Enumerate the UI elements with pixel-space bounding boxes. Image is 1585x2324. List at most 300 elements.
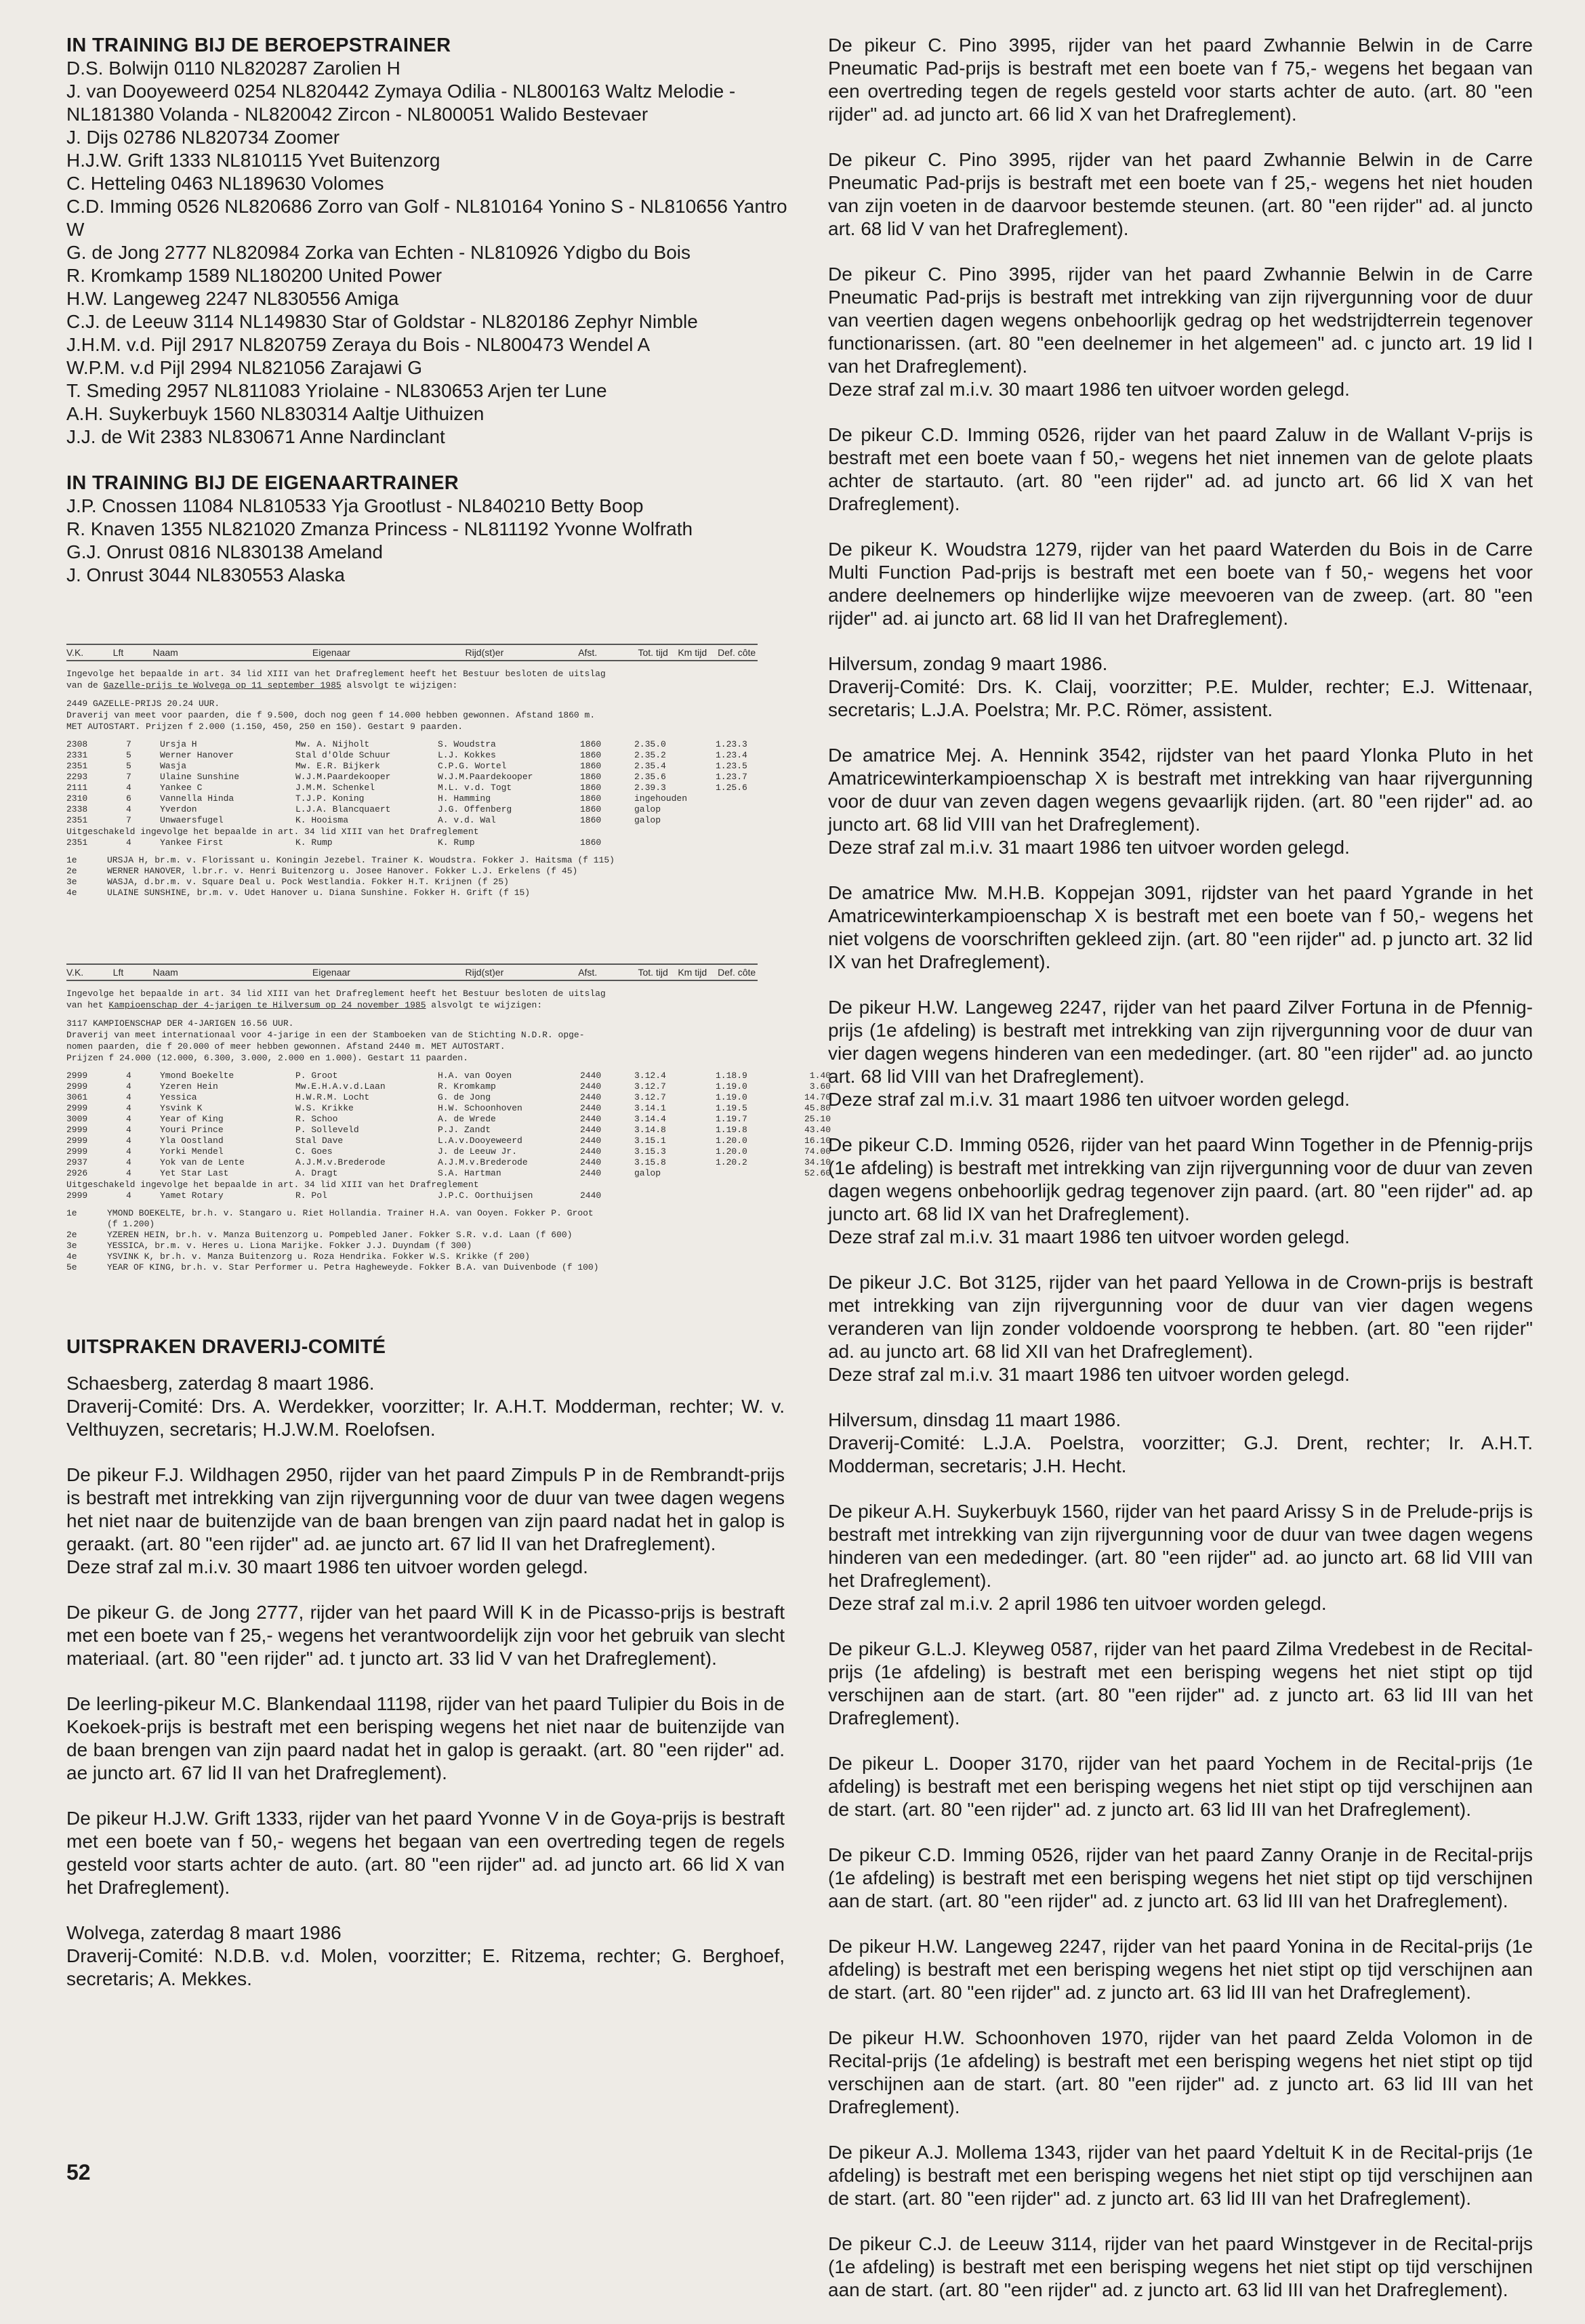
cell: 43.40 xyxy=(804,1125,831,1135)
cell: K. Rump xyxy=(438,837,475,848)
session-date: Wolvega, zaterdag 8 maart 1986 xyxy=(66,1922,342,1943)
cell: 2.35.0 xyxy=(634,739,666,749)
trainer-line: C.J. de Leeuw 3114 NL149830 Star of Goldstar - NL820186 Zephyr Nimble xyxy=(66,311,698,332)
cell: 5 xyxy=(126,761,131,771)
cell: galop xyxy=(634,1168,661,1178)
verdict-paragraph xyxy=(828,1271,1533,1386)
trainer-line: D.S. Bolwijn 0110 NL820287 Zarolien H xyxy=(66,58,400,79)
race-description: 2449 GAZELLE-PRIJS 20.24 UUR. xyxy=(66,699,220,709)
cell: Unwaersfugel xyxy=(160,815,224,825)
trainer-line: J. van Dooyeweerd 0254 NL820442 Zymaya Odilia - NL800163 Waltz Melodie - xyxy=(66,81,736,102)
column-header-eigenaar: Eigenaar xyxy=(312,967,350,978)
cell: 2440 xyxy=(580,1103,602,1113)
result-row xyxy=(66,1081,831,1092)
placing-rank: 4e xyxy=(66,888,77,898)
cell: Wasja xyxy=(160,761,187,771)
placing-rank: 5e xyxy=(66,1262,77,1272)
cell: H.W.R.M. Locht xyxy=(295,1092,370,1102)
trainer-line: C.D. Imming 0526 NL820686 Zorro van Golf - NL810164 Yonino S - NL810656 Yantro xyxy=(66,196,787,217)
cell: H. Hamming xyxy=(438,793,491,804)
cell: Yverdon xyxy=(160,804,197,814)
cell: Werner Hanover xyxy=(160,750,234,760)
cell: S. Woudstra xyxy=(438,739,496,749)
trainer-line: C. Hetteling 0463 NL189630 Volomes xyxy=(66,173,384,194)
placing-row xyxy=(66,877,785,888)
cell: 2926 xyxy=(66,1168,88,1178)
verdict-text: De pikeur C.D. Imming 0526, rijder van het paard Zaluw in de Wallant V-prijs is bestraft met een boete vaan f 50,- wegens het niet innemen van de gelote plaats achter de startauto. (art. 80 "een rijder" ad. ad juncto art. 66 lid X van het Drafreglement). xyxy=(828,424,1533,514)
placing-description: WERNER HANOVER, l.br.r. v. Henri Buitenzorg u. Josee Hanover. Fokker L.J. Erkelens (f 45) xyxy=(107,866,578,876)
verdict-paragraph xyxy=(828,881,1533,974)
cell: 1.19.7 xyxy=(716,1114,747,1124)
verdict-paragraph xyxy=(828,148,1533,241)
race-description: 3117 KAMPIOENSCHAP DER 4-JARIGEN 16.56 UUR. xyxy=(66,1018,294,1029)
verdict-text: De pikeur L. Dooper 3170, rijder van het paard Yochem in de Recital-prijs (1e afdeling) is bestraft met een berisping wegens het niet stipt op tijd verschijnen aan de start. (art. 80 "een rijder" ad. z juncto art. 63 lid III van het Drafreglement). xyxy=(828,1753,1533,1820)
placing-rank: 2e xyxy=(66,866,77,876)
cell: Stal Dave xyxy=(295,1136,344,1146)
cell: Year of King xyxy=(160,1114,224,1124)
verdicts-group-b xyxy=(828,744,1533,1386)
cell: S.A. Hartman xyxy=(438,1168,501,1178)
cell: 1.20.0 xyxy=(716,1136,747,1146)
cell: J.M.M. Schenkel xyxy=(295,783,375,793)
cell: Mw. E.R. Bijkerk xyxy=(295,761,380,771)
cell: 4 xyxy=(126,1092,131,1102)
placing-rank: 4e xyxy=(66,1251,77,1262)
cell: 5 xyxy=(126,750,131,760)
cell: 2293 xyxy=(66,772,88,782)
eigenaartrainer-heading: IN TRAINING BIJ DE EIGENAARTRAINER xyxy=(66,472,459,494)
verdict-paragraph xyxy=(66,1601,785,1670)
cell: 25.10 xyxy=(804,1114,831,1124)
excluded-row xyxy=(66,837,785,848)
verdict-text: De amatrice Mej. A. Hennink 3542, rijdster van het paard Ylonka Pluto in het Amatricewinterkampioenschap X is bestraft met intrekking van haar rijvergunning voor de duur van zeven dagen wegens gevaarlijk rijden. (art. 80 "een rijder" ad. ao juncto art. 68 lid VIII van het Drafreglement). xyxy=(828,745,1533,835)
column-header-km: Km tijd xyxy=(678,647,707,658)
cell: 1.40 xyxy=(809,1071,831,1081)
result-row xyxy=(66,1157,831,1168)
result-intro: Ingevolge het bepaalde in art. 34 lid XIII van het Drafreglement heeft het Bestuur besloten de uitslag xyxy=(66,669,606,679)
cell: 2440 xyxy=(580,1190,602,1201)
cell: 2310 xyxy=(66,793,88,804)
cell: M.L. v.d. Togt xyxy=(438,783,512,793)
verdict-execution: Deze straf zal m.i.v. 31 maart 1986 ten uitvoer worden gelegd. xyxy=(828,1226,1350,1247)
cell: 4 xyxy=(126,1071,131,1081)
cell: 1.25.6 xyxy=(716,783,747,793)
spacer xyxy=(66,1201,785,1208)
cell: 1.23.5 xyxy=(716,761,747,771)
cell: C. Goes xyxy=(295,1146,333,1157)
cell: 4 xyxy=(126,1157,131,1167)
cell: P.J. Zandt xyxy=(438,1125,491,1135)
cell: Vannella Hinda xyxy=(160,793,234,804)
verdict-paragraph xyxy=(828,1134,1533,1249)
placing-description: YSVINK K, br.h. v. Manza Buitenzorg u. Roza Hendrika. Fokker W.S. Krikke (f 200) xyxy=(107,1251,531,1262)
cell: K. Hooisma xyxy=(295,815,349,825)
cell: Yla Oostland xyxy=(160,1136,224,1146)
cell: W.S. Krikke xyxy=(295,1103,354,1113)
cell: 2.39.3 xyxy=(634,783,666,793)
trainer-line: J. Dijs 02786 NL820734 Zoomer xyxy=(66,127,340,148)
verdict-paragraph xyxy=(66,1464,785,1579)
result-row xyxy=(66,772,785,783)
cell: 2440 xyxy=(580,1125,602,1135)
trainer-line: G.J. Onrust 0816 NL830138 Ameland xyxy=(66,541,383,562)
verdict-paragraph xyxy=(66,1693,785,1785)
cell: 4 xyxy=(126,1081,131,1092)
result-row xyxy=(66,1114,831,1125)
cell: T.J.P. Koning xyxy=(295,793,365,804)
verdict-text: De pikeur C.D. Imming 0526, rijder van het paard Zanny Oranje in de Recital-prijs (1e afdeling) is bestraft met een berisping wegens het niet stipt op tijd verschijnen aan de start. (art. 80 "een rijder" ad. z juncto art. 63 lid III van het Drafreglement). xyxy=(828,1844,1533,1911)
result-row xyxy=(66,1125,831,1136)
column-header-naam: Naam xyxy=(152,967,178,978)
cell: Yamet Rotary xyxy=(160,1190,224,1201)
verdict-text: De amatrice Mw. M.H.B. Koppejan 3091, rijdster van het paard Ygrande in het Amatricewinterkampioenschap X is bestraft met een boete van f 50,- wegens het niet volgens de voorschriften gekleed zijn. (art. 80 "een rijder" ad. p juncto art. 32 lid IX van het Drafreglement). xyxy=(828,882,1533,972)
cell: 1860 xyxy=(580,750,602,760)
race-description: Draverij van meet voor paarden, die f 9.500, doch nog geen f 14.000 hebben gewonnen. Afstand 1860 m. xyxy=(66,710,596,720)
result-correction-gazelle xyxy=(66,644,785,898)
cell: 2999 xyxy=(66,1146,88,1157)
spacer xyxy=(66,691,785,698)
column-header-vk: V.K. xyxy=(66,647,84,658)
trainer-line: J.P. Cnossen 11084 NL810533 Yja Grootlust - NL840210 Betty Boop xyxy=(66,495,644,516)
cell: 2999 xyxy=(66,1136,88,1146)
cell: 3009 xyxy=(66,1114,88,1124)
result-row xyxy=(66,815,785,826)
cell: 2440 xyxy=(580,1114,602,1124)
result-row xyxy=(66,750,785,761)
session-comite: Draverij-Comité: Drs. K. Claij, voorzitter; P.E. Mulder, rechter; E.J. Wittenaar, secretaris; L.J.A. Poelstra; Mr. P.C. Römer, assistent. xyxy=(828,676,1533,720)
spacer xyxy=(66,848,785,855)
placing-row xyxy=(66,1241,785,1251)
cell: 3.14.8 xyxy=(634,1125,666,1135)
cell: 4 xyxy=(126,804,131,814)
cell: 7 xyxy=(126,739,131,749)
cell: 2111 xyxy=(66,783,88,793)
verdict-paragraph xyxy=(828,2027,1533,2119)
cell: J.P.C. Oorthuijsen xyxy=(438,1190,533,1201)
placing-rank: 2e xyxy=(66,1230,77,1240)
trainer-line: NL181380 Volanda - NL820042 Zircon - NL800051 Walido Bestevaer xyxy=(66,104,649,125)
verdict-paragraph xyxy=(828,2233,1533,2302)
cell: 2351 xyxy=(66,815,88,825)
intro-prefix: van de xyxy=(66,680,104,690)
verdict-text: De pikeur H.W. Schoonhoven 1970, rijder van het paard Zelda Volomon in de Recital-prijs (1e afdeling) is bestraft met een berisping wegens het niet stipt op tijd verschijnen aan de start. (art. 80 "een rijder" ad. z juncto art. 63 lid III van het Drafreglement). xyxy=(828,2027,1533,2117)
verdict-paragraph xyxy=(828,996,1533,1111)
beroepstrainer-list xyxy=(66,57,785,449)
cell: 2351 xyxy=(66,761,88,771)
verdict-text: De pikeur H.J.W. Grift 1333, rijder van het paard Yvonne V in de Goya-prijs is bestraft met een boete van f 50,- wegens het begaan van een overtreding tegen de regels gesteld voor starts achter de auto. (art. 80 "een rijder" ad. ad juncto art. 66 lid X van het Drafreglement). xyxy=(66,1808,785,1898)
excluded-label: Uitgeschakeld ingevolge het bepaalde in art. 34 lid XIII van het Drafreglement xyxy=(66,827,479,837)
cell: A. v.d. Wal xyxy=(438,815,496,825)
cell: 2937 xyxy=(66,1157,88,1167)
result-table-header xyxy=(66,963,758,981)
cell: 2999 xyxy=(66,1103,88,1113)
placing-row xyxy=(66,1251,785,1262)
result-row xyxy=(66,804,785,815)
verdict-text: De pikeur C.D. Imming 0526, rijder van het paard Winn Together in de Pfennig-prijs (1e afdeling) is bestraft met intrekking van zijn rijvergunning voor de duur van zeven dagen wegens onbehoorlijk gedrag tegenover zijn paard. (art. 80 "een rijder" ad. ap juncto art. 68 lid IX van het Drafreglement). xyxy=(828,1134,1533,1224)
placing-row xyxy=(66,1262,785,1273)
excluded-label: Uitgeschakeld ingevolge het bepaalde in art. 34 lid XIII van het Drafreglement xyxy=(66,1180,479,1190)
column-header-rijdstjer: Rijd(st)er xyxy=(465,967,504,978)
cell: 2440 xyxy=(580,1146,602,1157)
cell: Yet Star Last xyxy=(160,1168,229,1178)
verdict-paragraph xyxy=(828,1844,1533,1913)
cell: 3.14.1 xyxy=(634,1103,666,1113)
intro-prefix: van het xyxy=(66,1000,109,1010)
column-header-def: Def. côte xyxy=(718,647,756,658)
trainer-line: W xyxy=(66,219,85,240)
cell: W.J.M.Paardekooper xyxy=(295,772,391,782)
cell: 1860 xyxy=(580,783,602,793)
verdict-paragraph xyxy=(828,1638,1533,1730)
verdict-paragraph xyxy=(828,34,1533,126)
column-header-def: Def. côte xyxy=(718,967,756,978)
verdict-paragraph xyxy=(828,1500,1533,1615)
result-row xyxy=(66,1136,831,1146)
result-correction-kampioenschap xyxy=(66,963,831,1273)
cell: Mw. A. Nijholt xyxy=(295,739,370,749)
cell: 1860 xyxy=(580,837,602,848)
result-row xyxy=(66,783,785,793)
cell: A. de Wrede xyxy=(438,1114,496,1124)
race-reference: Gazelle-prijs te Wolvega op 11 september 1985 xyxy=(103,680,342,690)
result-intro: Ingevolge het bepaalde in art. 34 lid XIII van het Drafreglement heeft het Bestuur besloten de uitslag xyxy=(66,989,606,999)
placing-description: ULAINE SUNSHINE, br.m. v. Udet Hanover u. Diana Sunshine. Fokker H. Grift (f 15) xyxy=(107,888,531,898)
column-header-eigenaar: Eigenaar xyxy=(312,647,350,658)
cell: 3.12.7 xyxy=(634,1081,666,1092)
result-intro xyxy=(66,999,785,1011)
placing-row xyxy=(66,1219,785,1230)
cell: 1860 xyxy=(580,804,602,814)
beroepstrainer-heading: IN TRAINING BIJ DE BEROEPSTRAINER xyxy=(66,35,451,56)
cell: Ursja H xyxy=(160,739,197,749)
session-date: Schaesberg, zaterdag 8 maart 1986. xyxy=(66,1373,375,1394)
cell: Mw.E.H.A.v.d.Laan xyxy=(295,1081,386,1092)
placing-row xyxy=(66,888,785,898)
trainer-line: R. Knaven 1355 NL821020 Zmanza Princess - NL811192 Yvonne Wolfrath xyxy=(66,518,693,539)
result-row xyxy=(66,1168,831,1179)
cell: R. Schoo xyxy=(295,1114,338,1124)
verdict-text: De pikeur H.W. Langeweg 2247, rijder van het paard Yonina in de Recital-prijs (1e afdeling) is bestraft met een berisping wegens het niet stipt op tijd verschijnen aan de start. (art. 80 "een rijder" ad. z juncto art. 63 lid III van het Drafreglement). xyxy=(828,1936,1533,2003)
cell: Yzeren Hein xyxy=(160,1081,218,1092)
result-table-header xyxy=(66,644,758,661)
verdict-execution: Deze straf zal m.i.v. 31 maart 1986 ten uitvoer worden gelegd. xyxy=(828,1364,1350,1385)
verdict-text: De leerling-pikeur M.C. Blankendaal 11198, rijder van het paard Tulipier du Bois in de Koekoek-prijs is bestraft met een berisping wegens het niet naar de buitenzijde van de baan brengen van zijn paard nadat het in galop is geraakt. (art. 80 "een rijder" ad. ae juncto art. 67 lid II van het Drafreglement). xyxy=(66,1693,785,1783)
cell: 2351 xyxy=(66,837,88,848)
cell: Ulaine Sunshine xyxy=(160,772,240,782)
trainer-line: W.P.M. v.d Pijl 2994 NL821056 Zarajawi G xyxy=(66,357,422,378)
placing-row xyxy=(66,866,785,877)
cell: 14.70 xyxy=(804,1092,831,1102)
result-row xyxy=(66,1092,831,1103)
verdict-text: De pikeur K. Woudstra 1279, rijder van het paard Waterden du Bois in de Carre Multi Function Pad-prijs is bestraft met een boete van f 50,- wegens het voor andere deelnemers op hinderlijke wijze meevoeren van de zweep. (art. 80 "een rijder" ad. ai juncto art. 68 lid II van het Drafreglement). xyxy=(828,539,1533,629)
intro-suffix: alsvolgt te wijzigen: xyxy=(426,1000,543,1010)
cell: 4 xyxy=(126,1146,131,1157)
trainer-line: H.W. Langeweg 2247 NL830556 Amiga xyxy=(66,288,399,309)
cell: 4 xyxy=(126,783,131,793)
cell: 16.10 xyxy=(804,1136,831,1146)
verdict-paragraph xyxy=(828,538,1533,630)
cell: A. Dragt xyxy=(295,1168,338,1178)
session-comite: Draverij-Comité: N.D.B. v.d. Molen, voorzitter; E. Ritzema, rechter; G. Berghoef, secretaris; A. Mekkes. xyxy=(66,1945,785,1989)
cell: L.J.A. Blancquaert xyxy=(295,804,391,814)
verdict-paragraph xyxy=(66,1807,785,1899)
cell: 7 xyxy=(126,772,131,782)
cell: 4 xyxy=(126,1125,131,1135)
placing-description: YEAR OF KING, br.h. v. Star Performer u. Petra Hagheweyde. Fokker B.A. van Duivenbode (f 100) xyxy=(107,1262,599,1272)
verdict-text: De pikeur G. de Jong 2777, rijder van het paard Will K in de Picasso-prijs is bestraft met een boete van f 25,- wegens het verantwoordelijk zijn voor het gebruik van slecht materiaal. (art. 80 "een rijder" ad. t juncto art. 33 lid V van het Drafreglement). xyxy=(66,1602,785,1669)
cell: 74.00 xyxy=(804,1146,831,1157)
cell: galop xyxy=(634,804,661,814)
verdict-text: De pikeur H.W. Langeweg 2247, rijder van het paard Zilver Fortuna in de Pfennig-prijs (1e afdeling) is bestraft met intrekking van zijn rijvergunning voor de duur van vier dagen wegens hinderen van een mededinger. (art. 80 "een rijder" ad. ao juncto art. 68 lid VIII van het Drafreglement). xyxy=(828,997,1533,1087)
excluded-row xyxy=(66,1190,785,1201)
cell: R. Pol xyxy=(295,1190,327,1201)
cell: 52.60 xyxy=(804,1168,831,1178)
verdict-text: De pikeur F.J. Wildhagen 2950, rijder van het paard Zimpuls P in de Rembrandt-prijs is bestraft met intrekking van zijn rijvergunning voor de duur van twee dagen wegens het niet naar de buitenzijde van de baan brengen van zijn paard nadat het in galop is geraakt. (art. 80 "een rijder" ad. ae juncto art. 67 lid II van het Drafreglement). xyxy=(66,1464,785,1554)
session-comite: Draverij-Comité: L.J.A. Poelstra, voorzitter; G.J. Drent, rechter; Ir. A.H.T. Modderman, secretaris; J.H. Hecht. xyxy=(828,1432,1533,1476)
verdicts-group-a xyxy=(828,34,1533,630)
verdict-paragraph xyxy=(828,263,1533,401)
trainer-line: A.H. Suykerbuyk 1560 NL830314 Aaltje Uithuizen xyxy=(66,403,485,424)
placing-row xyxy=(66,1208,785,1219)
placing-rank: 1e xyxy=(66,855,77,865)
uitspraken-section xyxy=(66,1335,785,1991)
cell: 2331 xyxy=(66,750,88,760)
cell: 2440 xyxy=(580,1081,602,1092)
spacer xyxy=(66,661,785,668)
cell: H.W. Schoonhoven xyxy=(438,1103,522,1113)
uitspraken-heading: UITSPRAKEN DRAVERIJ-COMITÉ xyxy=(66,1336,386,1358)
left-column xyxy=(66,34,831,2013)
placing-description: WASJA, d.br.m. v. Square Deal u. Pock Westlandia. Fokker H.T. Krijnen (f 25) xyxy=(107,877,509,887)
verdicts-group-c xyxy=(828,1500,1533,2302)
verdict-text: De pikeur A.H. Suykerbuyk 1560, rijder van het paard Arissy S in de Prelude-prijs is bestraft met intrekking van zijn rijvergunning voor de duur van twee dagen wegens hinderen van een mededinger. (art. 80 "een rijder" ad. ao juncto art. 68 lid VIII van het Drafreglement). xyxy=(828,1501,1533,1591)
verdict-paragraph xyxy=(828,744,1533,859)
cell: C.P.G. Wortel xyxy=(438,761,507,771)
verdict-text: De pikeur C. Pino 3995, rijder van het paard Zwhannie Belwin in de Carre Pneumatic Pad-prijs is bestraft met intrekking van zijn rijvergunning voor de duur van veertien dagen wegens onbehoorlijk gedrag op het wedstrijdterrein tegenover functionarissen. (art. 80 "een deelnemer in het algemeen" ad. c juncto art. 19 lid I van het Drafreglement). xyxy=(828,264,1533,377)
cell: 1.19.8 xyxy=(716,1125,747,1135)
cell: Youri Prince xyxy=(160,1125,224,1135)
cell: 3.14.4 xyxy=(634,1114,666,1124)
verdict-paragraph xyxy=(828,2141,1533,2210)
cell: 2338 xyxy=(66,804,88,814)
spacer xyxy=(66,981,785,988)
column-header-afst: Afst. xyxy=(578,647,598,658)
result-row xyxy=(66,761,785,772)
cell: W.J.M.Paardekooper xyxy=(438,772,533,782)
trainer-line: T. Smeding 2957 NL811083 Yriolaine - NL830653 Arjen ter Lune xyxy=(66,380,607,401)
cell: Yorki Mendel xyxy=(160,1146,224,1157)
cell: 4 xyxy=(126,1136,131,1146)
verdict-text: De pikeur C. Pino 3995, rijder van het paard Zwhannie Belwin in de Carre Pneumatic Pad-prijs is bestraft met een boete van f 75,- wegens het begaan van een overtreding tegen de regels gesteld voor starts achter de auto. (art. 80 "een rijder" ad. ad juncto art. 66 lid X van het Drafreglement). xyxy=(828,35,1533,125)
cell: 4 xyxy=(126,1114,131,1124)
cell: 2440 xyxy=(580,1136,602,1146)
column-header-km: Km tijd xyxy=(678,967,707,978)
cell: P. Groot xyxy=(295,1071,338,1081)
column-header-lft: Lft xyxy=(112,647,124,658)
cell: 2308 xyxy=(66,739,88,749)
cell: Ysvink K xyxy=(160,1103,203,1113)
race-description: nomen paarden, die f 20.000 of meer hebben gewonnen. Afstand 2440 m. MET AUTOSTART. xyxy=(66,1041,506,1052)
cell: Ymond Boekelte xyxy=(160,1071,234,1081)
verdict-execution: Deze straf zal m.i.v. 30 maart 1986 ten uitvoer worden gelegd. xyxy=(66,1556,588,1577)
cell: 1.20.0 xyxy=(716,1146,747,1157)
column-header-lft: Lft xyxy=(112,967,124,978)
cell: R. Kromkamp xyxy=(438,1081,496,1092)
cell: 1.19.0 xyxy=(716,1081,747,1092)
page-number: 52 xyxy=(66,2160,91,2184)
column-header-tot: Tot. tijd xyxy=(638,967,668,978)
cell: 4 xyxy=(126,1168,131,1178)
placing-description: (f 1.200) xyxy=(107,1219,155,1229)
placing-row xyxy=(66,855,785,866)
cell: 3.12.7 xyxy=(634,1092,666,1102)
cell: 2999 xyxy=(66,1190,88,1201)
cell: Stal d'Olde Schuur xyxy=(295,750,391,760)
trainer-line: J.H.M. v.d. Pijl 2917 NL820759 Zeraya du Bois - NL800473 Wendel A xyxy=(66,334,651,355)
cell: L.J. Kokkes xyxy=(438,750,496,760)
cell: Yok van de Lente xyxy=(160,1157,245,1167)
race-description: Prijzen f 24.000 (12.000, 6.300, 3.000, 2.000 en 1.000). Gestart 11 paarden. xyxy=(66,1053,468,1063)
trainer-line: J.J. de Wit 2383 NL830671 Anne Nardinclant xyxy=(66,426,445,447)
verdict-text: De pikeur C.J. de Leeuw 3114, rijder van het paard Winstgever in de Recital-prijs (1e afdeling) is bestraft met een berisping wegens het niet stipt op tijd verschijnen aan de start. (art. 80 "een rijder" ad. z juncto art. 63 lid III van het Drafreglement). xyxy=(828,2233,1533,2300)
cell: A.J.M.v.Brederode xyxy=(295,1157,386,1167)
cell: 3.60 xyxy=(809,1081,831,1092)
cell: 1.23.7 xyxy=(716,772,747,782)
cell: 2999 xyxy=(66,1125,88,1135)
verdict-text: De pikeur J.C. Bot 3125, rijder van het paard Yellowa in de Crown-prijs is bestraft met intrekking van zijn rijvergunning voor de duur van vier dagen wegens veranderen van lijn zonder voldoende voorsprong te hebben. (art. 80 "een rijder" ad. au juncto art. 68 lid XII van het Drafreglement). xyxy=(828,1272,1533,1362)
cell: 2.35.2 xyxy=(634,750,666,760)
cell: 1860 xyxy=(580,772,602,782)
verdict-execution: Deze straf zal m.i.v. 2 april 1986 ten uitvoer worden gelegd. xyxy=(828,1593,1327,1614)
placing-description: YESSICA, br.m. v. Heres u. Liona Marijke. Fokker J.J. Duyndam (f 300) xyxy=(107,1241,472,1251)
cell: 1.19.0 xyxy=(716,1092,747,1102)
cell: 1.19.5 xyxy=(716,1103,747,1113)
verdict-execution: Deze straf zal m.i.v. 31 maart 1986 ten uitvoer worden gelegd. xyxy=(828,837,1350,858)
cell: 2440 xyxy=(580,1157,602,1167)
verdict-text: De pikeur C. Pino 3995, rijder van het paard Zwhannie Belwin in de Carre Pneumatic Pad-prijs is bestraft met een boete van f 25,- wegens het niet houden van zijn voeten in de daarvoor bestemde steunen. (art. 80 "een rijder" ad. al juncto art. 68 lid V van het Drafreglement). xyxy=(828,149,1533,239)
session-date: Hilversum, zondag 9 maart 1986. xyxy=(828,653,1108,674)
cell: 2440 xyxy=(580,1092,602,1102)
placing-rank: 1e xyxy=(66,1208,77,1218)
race-reference: Kampioenschap der 4-jarigen te Hilversum op 24 november 1985 xyxy=(108,1000,426,1010)
result-row xyxy=(66,1146,831,1157)
column-header-rijdstjer: Rijd(st)er xyxy=(465,647,504,658)
verdict-paragraph xyxy=(828,1935,1533,2004)
verdict-paragraph xyxy=(828,1752,1533,1821)
right-column xyxy=(828,34,1533,2324)
placing-rank: 3e xyxy=(66,1241,77,1251)
cell: J. de Leeuw Jr. xyxy=(438,1146,518,1157)
trainer-line: H.J.W. Grift 1333 NL810115 Yvet Buitenzorg xyxy=(66,150,440,171)
cell: 1860 xyxy=(580,815,602,825)
cell: 4 xyxy=(126,837,131,848)
cell: galop xyxy=(634,815,661,825)
cell: Yessica xyxy=(160,1092,197,1102)
cell: Yankee First xyxy=(160,837,224,848)
intro-suffix: alsvolgt te wijzigen: xyxy=(341,680,458,690)
left-verdicts xyxy=(66,1464,785,1899)
race-description: Draverij van meet internationaal voor 4-jarige in een der Stamboeken van de Stichting N.D.R. opge- xyxy=(66,1030,585,1040)
trainer-line: J. Onrust 3044 NL830553 Alaska xyxy=(66,564,345,585)
cell: 3.12.4 xyxy=(634,1071,666,1081)
cell: 2.35.4 xyxy=(634,761,666,771)
race-description: MET AUTOSTART. Prijzen f 2.000 (1.150, 450, 250 en 150). Gestart 9 paarden. xyxy=(66,722,464,732)
cell: 1860 xyxy=(580,761,602,771)
cell: 4 xyxy=(126,1103,131,1113)
cell: 45.80 xyxy=(804,1103,831,1113)
cell: H.A. van Ooyen xyxy=(438,1071,512,1081)
cell: 2999 xyxy=(66,1071,88,1081)
